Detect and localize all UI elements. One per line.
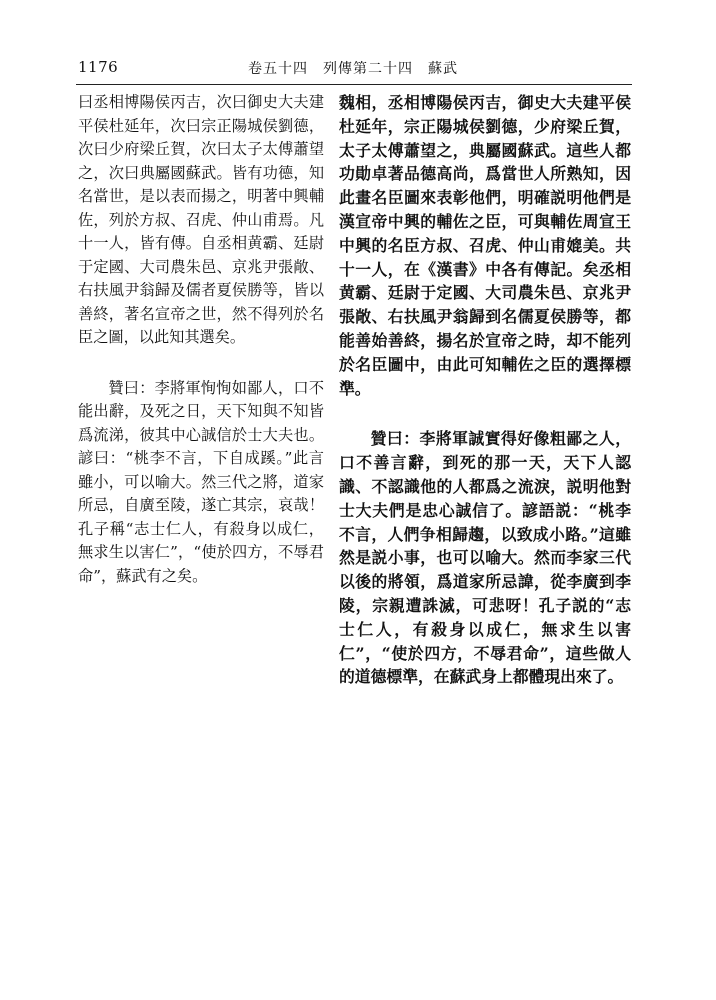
running-header: 卷五十四 列傳第二十四 蘇武	[248, 61, 458, 77]
translation-paragraph-1: 魏相，丞相博陽侯丙吉，御史大夫建平侯杜延年，宗正陽城侯劉德，少府梁丘賀，太子太傅蕭望之，典屬國蘇武。這些人都功勛卓著品德高尚，爲當世人所熟知，因此畫名臣圖來表彰他們，明確説明他們是漢宣帝中興的輔佐之臣，可與輔佐周宣王中興的名臣方叔、召虎、仲山甫媲美。共十一人，在《漢書》中各有傳記。矣丞相黄霸、廷尉于定國、大司農朱邑、京兆尹張敞、右扶風尹翁歸到名儒夏侯勝等，都能善始善終，揚名於宣帝之時，却不能列於名臣圖中，由此可知輔佐之臣的選擇標準。	[339, 93, 631, 398]
translation-column	[339, 91, 631, 689]
page-number: 1176	[78, 58, 119, 76]
classical-paragraph-2: 贊曰：李將軍恂恂如鄙人，口不能出辭，及死之日，天下知與不知皆爲流涕，彼其中心誠信於士大夫也。諺曰：“桃李不言，下自成蹊。”此言雖小，可以喻大。然三代之將，道家所忌，自廣至陵，遂亡其宗，哀哉！孔子稱“志士仁人，有殺身以成仁，無求生以害仁”，“使於四方，不辱君命”，蘇武有之矣。	[78, 378, 324, 585]
classical-paragraph-1: 曰丞相博陽侯丙吉，次曰御史大夫建平侯杜延年，次曰宗正陽城侯劉德，次曰少府梁丘賀，次曰太子太傅蕭望之，次曰典屬國蘇武。皆有功德，知名當世，是以表而揚之，明著中興輔佐，列於方叔、召虎、仲山甫焉。凡十一人，皆有傳。自丞相黄霸、廷尉于定國、大司農朱邑、京兆尹張敞、右扶風尹翁歸及儒者夏侯勝等，皆以善終，著名宣帝之世，然不得列於名臣之圖，以此知其選矣。	[78, 93, 324, 346]
translation-paragraph-2: 贊曰：李將軍誠實得好像粗鄙之人，口不善言辭，到死的那一天，天下人認識、不認識他的人都爲之流淚，説明他對士大夫們是忠心誠信了。諺語説：“桃李不言，人們争相歸趨，以致成小路。”這雖然是説小事，也可以喻大。然而李家三代以後的將領，爲道家所忌諱，從李廣到李陵，宗親遭誅滅，可悲呀！孔子説的“志士仁人，有殺身以成仁，無求生以害仁”，“使於四方，不辱君命”，這些做人的道德標準，在蘇武身上都體現出來了。	[339, 429, 631, 687]
header-rule	[76, 84, 632, 85]
classical-text-column	[78, 91, 324, 588]
